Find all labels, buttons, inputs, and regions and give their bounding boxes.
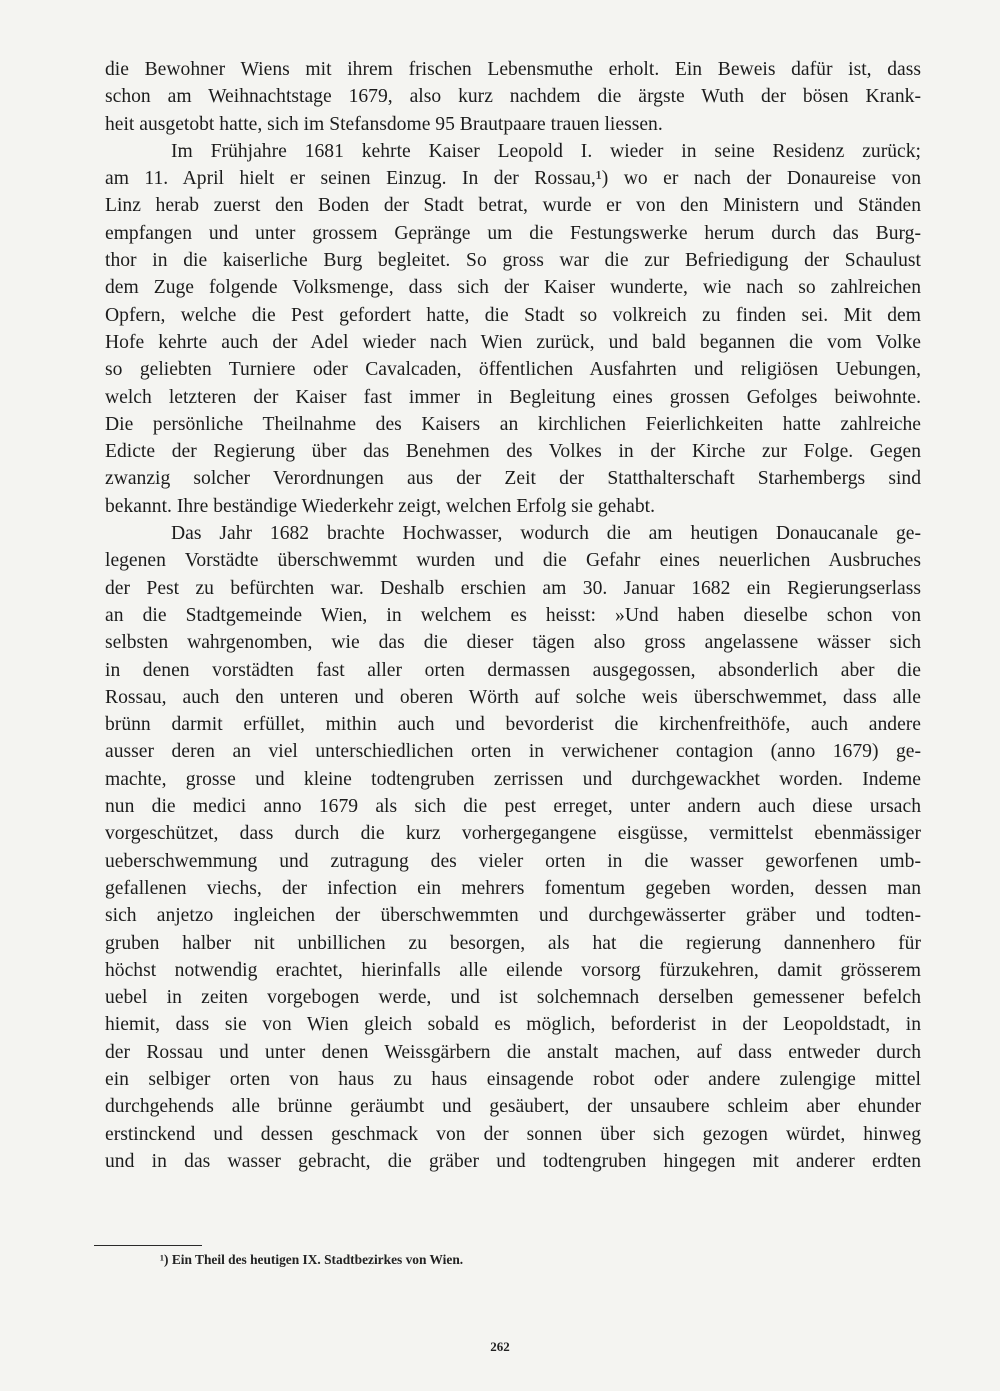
text-line: so geliebten Turniere oder Cavalcaden, öffentlichen Ausfahrten und religiösen Uebungen,	[105, 359, 921, 381]
footnote-divider	[94, 1245, 202, 1246]
text-line: die Bewohner Wiens mit ihrem frischen Lebensmuthe erholt. Ein Beweis dafür ist, dass	[105, 59, 921, 80]
text-line: höchst notwendig erachtet, hierinfalls alle eilende vorsorg fürzukehren, damit grösserem	[105, 959, 921, 981]
text-line: ausser deren an viel unterschiedlichen orten in verwichener contagion (anno 1679) ge-	[105, 741, 921, 763]
text-line: ein selbiger orten von haus zu haus einsagende robot oder andere zulengige mittel	[105, 1068, 921, 1090]
text-line: sich anjetzo ingleichen der überschwemmten und durchgewässerter gräber und todten-	[105, 905, 921, 927]
text-line: Linz herab zuerst den Boden der Stadt betrat, wurde er von den Ministern und Ständen	[105, 195, 921, 217]
text-line: machte, grosse und kleine todtengruben zerrissen und durchgewackhet worden. Indeme	[105, 768, 921, 790]
text-line: gruben halber nit unbillichen zu besorgen, als hat die regierung dannenhero für	[105, 932, 921, 954]
text-line: erstinckend und dessen geschmack von der sonnen über sich gezogen würdet, hinweg	[105, 1123, 921, 1145]
text-line: Opfern, welche die Pest gefordert hatte, die Stadt so volkreich zu finden sei. Mit dem	[105, 304, 921, 326]
text-line: bekannt. Ihre beständige Wiederkehr zeigt, welchen Erfolg sie gehabt.	[105, 495, 655, 517]
text-line: Rossau, auch den unteren und oberen Wörth auf solche weis überschwemmet, dass alle	[105, 686, 921, 708]
text-line: dem Zuge folgende Volksmenge, dass sich der Kaiser wunderte, wie nach so zahlreichen	[105, 277, 921, 299]
text-line: welch letzteren der Kaiser fast immer in Begleitung eines grossen Gefolges beiwohnte.	[105, 386, 921, 408]
text-line: durchgehends alle brünne geräumbt und gesäubert, der unsaubere schleim aber ehunder	[105, 1096, 921, 1118]
text-line: der Rossau und unter denen Weissgärbern die anstalt machen, auf dass entweder durch	[105, 1041, 921, 1063]
text-line: und in das wasser gebracht, die gräber und todtengruben hingegen mit anderer erdten	[105, 1150, 921, 1172]
text-line: brünn darmit erfüllet, mithin auch und bevorderist die kirchenfreithöfe, auch andere	[105, 714, 921, 736]
text-line: uebel in zeiten vorgebogen werde, und ist solchemnach derselben gemessener befelch	[105, 987, 921, 1009]
text-line: Hofe kehrte auch der Adel wieder nach Wien zurück, und bald begannen die vom Volke	[105, 331, 921, 353]
text-line: selbsten wahrgenomben, wie das die dieser tägen also gross angelassene wässer sich	[105, 632, 921, 654]
text-line: der Pest zu befürchten war. Deshalb erschien am 30. Januar 1682 ein Regierungserlass	[105, 577, 921, 599]
page-number: 262	[490, 1339, 510, 1354]
text-line: in denen vorstädten fast aller orten dermassen ausgegossen, absonderlich aber die	[105, 659, 921, 681]
text-line: Im Frühjahre 1681 kehrte Kaiser Leopold I. wieder in seine Residenz zurück;	[171, 140, 921, 162]
body-text	[105, 56, 921, 1175]
footnote: ¹) Ein Theil des heutigen IX. Stadtbezirkes von Wien.	[160, 1252, 464, 1267]
text-line: thor in die kaiserliche Burg begleitet. So gross war die zur Befriedigung der Schaulust	[105, 250, 921, 272]
text-line: Die persönliche Theilnahme des Kaisers an kirchlichen Feierlichkeiten hatte zahlreiche	[105, 413, 921, 435]
text-line: Das Jahr 1682 brachte Hochwasser, wodurch die am heutigen Donaucanale ge-	[171, 523, 921, 545]
text-line: ueberschwemmung und zutragung des vieler orten in die wasser geworfenen umb-	[105, 850, 921, 872]
text-line: nun die medici anno 1679 als sich die pest erreget, unter andern auch diese ursach	[105, 796, 921, 818]
text-line: zwanzig solcher Verordnungen aus der Zeit der Statthalterschaft Starhembergs sind	[105, 468, 921, 490]
text-line: vorgeschützet, dass durch die kurz vorhergegangene eisgüsse, vermittelst ebenmässiger	[105, 823, 921, 845]
text-line: an die Stadtgemeinde Wien, in welchem es heisst: »Und haben dieselbe schon von	[105, 604, 921, 626]
text-line: hiemit, dass sie von Wien gleich sobald es möglich, beforderist in der Leopoldstadt, in	[105, 1014, 921, 1036]
text-line: Edicte der Regierung über das Benehmen des Volkes in der Kirche zur Folge. Gegen	[105, 441, 921, 463]
text-line: empfangen und unter grossem Gepränge um die Festungswerke herum durch das Burg-	[105, 222, 921, 244]
text-line: schon am Weihnachtstage 1679, also kurz nachdem die ärgste Wuth der bösen Krank-	[105, 86, 921, 108]
text-line: gefallenen viechs, der infection ein mehrers fomentum gegeben worden, dessen man	[105, 877, 921, 899]
text-line: heit ausgetobt hatte, sich im Stefansdome 95 Brautpaare trauen liessen.	[105, 113, 663, 135]
text-line: am 11. April hielt er seinen Einzug. In der Rossau,¹) wo er nach der Donaureise von	[105, 168, 921, 190]
text-line: legenen Vorstädte überschwemmt wurden und die Gefahr eines neuerlichen Ausbruches	[105, 550, 921, 572]
